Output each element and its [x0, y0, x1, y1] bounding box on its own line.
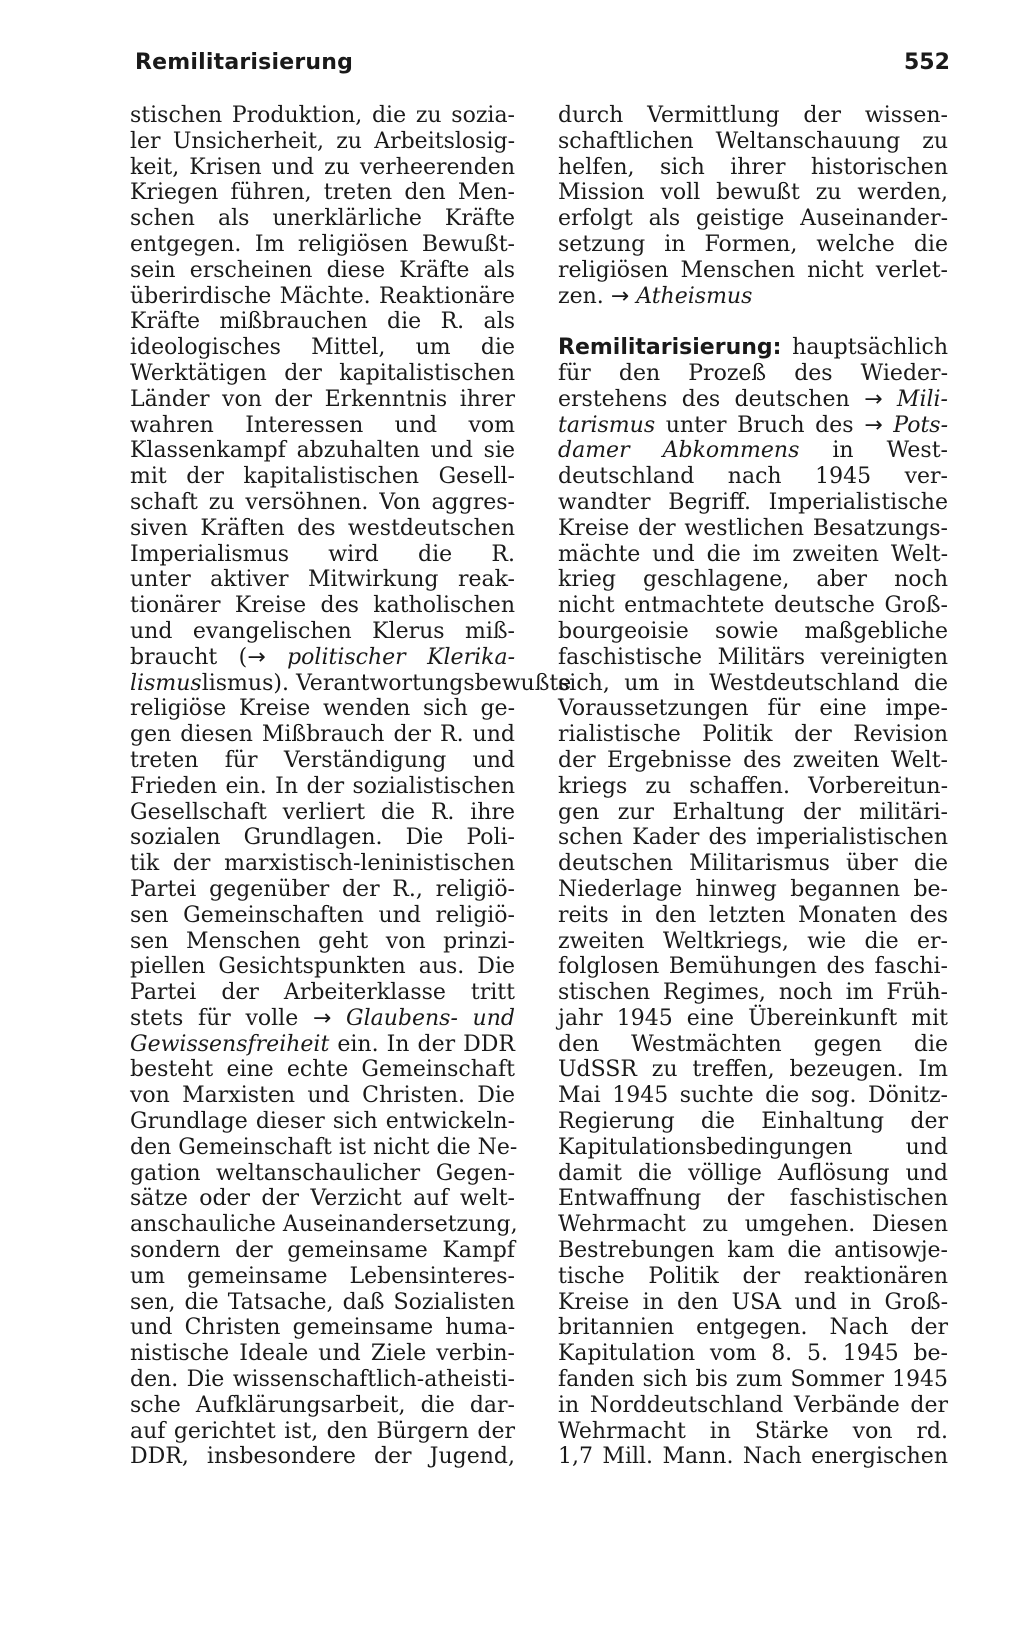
text-fragment: stets für volle: [130, 1005, 299, 1031]
text-line: anschauliche Auseinandersetzung,: [130, 1212, 518, 1238]
text-line: keit, Krisen und zu verheerenden: [130, 154, 515, 180]
text-line: den. Die wissenschaftlich-atheisti-: [130, 1367, 515, 1393]
text-line: Kreise der westlichen Besatzungs-: [558, 515, 948, 541]
text-line: Bestrebungen kam die antisowje-: [558, 1238, 948, 1264]
text-line: erfolgt als geistige Auseinander-: [558, 206, 948, 232]
text-line: und Christen gemeinsame huma-: [130, 1315, 515, 1341]
text-line: entgegen. Im religiösen Bewußt-: [130, 231, 515, 257]
text-line: setzung in Formen, welche die: [558, 231, 948, 257]
text-line-with-reference: [558, 438, 948, 464]
text-line: folglosen Bemühungen des faschi-: [558, 954, 948, 980]
entry-separator: [558, 309, 948, 335]
running-head: Remilitarisierung: [135, 50, 354, 75]
text-line: Partei der Arbeiterklasse tritt: [130, 980, 515, 1006]
text-line: Kapitulationsbedingungen und: [558, 1134, 948, 1160]
text-line: deutschland nach 1945 ver-: [558, 464, 948, 490]
text-line: sondern der gemeinsame Kampf: [130, 1238, 515, 1264]
text-line: Mission voll bewußt zu werden,: [558, 180, 948, 206]
text-line: Kreise in den USA und in Groß-: [558, 1289, 948, 1315]
text-line: fanden sich bis zum Sommer 1945: [558, 1367, 948, 1393]
text-line: nicht entmachtete deutsche Groß-: [558, 593, 948, 619]
cross-reference-link[interactable]: lismus: [130, 670, 202, 696]
text-fragment: hauptsächlich: [792, 335, 948, 361]
text-line: Voraussetzungen für eine impe-: [558, 696, 948, 722]
text-line: um gemeinsame Lebensinteres-: [130, 1263, 515, 1289]
cross-reference-arrow-icon: →: [864, 412, 883, 438]
text-line: Klassenkampf abzuhalten und sie: [130, 438, 515, 464]
cross-reference-link[interactable]: damer Abkommens: [558, 438, 800, 464]
text-line: den Gemeinschaft ist nicht die Ne-: [130, 1134, 518, 1160]
text-line: Regierung die Einhaltung der: [558, 1109, 948, 1135]
text-line: rialistische Politik der Revision: [558, 722, 948, 748]
text-line: schaft zu versöhnen. Von aggres-: [130, 489, 515, 515]
text-line: sen Menschen geht von prinzi-: [130, 928, 515, 954]
text-line: religiöse Kreise wenden sich ge-: [130, 696, 515, 722]
text-line: der Ergebnisse des zweiten Welt-: [558, 747, 948, 773]
text-line: tische Politik der reaktionären: [558, 1263, 948, 1289]
text-line: mit der kapitalistischen Gesell-: [130, 464, 515, 490]
text-line: stischen Produktion, die zu sozia-: [130, 103, 515, 128]
text-line: in Norddeutschland Verbände der: [558, 1392, 948, 1418]
text-line: wandter Begriff. Imperialistische: [558, 489, 948, 515]
text-line: faschistische Militärs vereinigten: [558, 644, 948, 670]
text-line: tionärer Kreise des katholischen: [130, 593, 515, 619]
text-fragment: erstehens des deutschen: [558, 386, 850, 412]
text-line: und evangelischen Klerus miß-: [130, 618, 515, 644]
text-line: zweiten Weltkriegs, wie die er-: [558, 928, 948, 954]
text-line: den Westmächten gegen die: [558, 1031, 948, 1057]
text-line: sich, um in Westdeutschland die: [558, 670, 948, 696]
text-line: Partei gegenüber der R., religiö-: [130, 876, 515, 902]
text-line: Entwaffnung der faschistischen: [558, 1186, 948, 1212]
text-line: bourgeoisie sowie maßgebliche: [558, 618, 948, 644]
text-line: Gesellschaft verliert die R. ihre: [130, 799, 515, 825]
text-line: deutschen Militarismus über die: [558, 851, 948, 877]
text-fragment: (: [217, 644, 248, 670]
text-line: UdSSR zu treffen, bezeugen. Im: [558, 1057, 948, 1083]
text-line: kriegs zu schaffen. Vorbereitun-: [558, 773, 948, 799]
text-line: tik der marxistisch-leninistischen: [130, 851, 515, 877]
cross-reference-link[interactable]: Atheismus: [636, 283, 753, 309]
text-line: krieg geschlagene, aber noch: [558, 567, 948, 593]
text-line: jahr 1945 eine Übereinkunft mit: [558, 1005, 948, 1031]
text-fragment: zen.: [558, 283, 604, 309]
text-line-with-reference: [558, 413, 948, 439]
text-line: DDR, insbesondere der Jugend,: [130, 1444, 515, 1470]
text-line: sen Gemeinschaften und religiö-: [130, 902, 515, 928]
text-fragment: in West-: [832, 438, 948, 464]
text-line: Kräfte mißbrauchen die R. als: [130, 309, 515, 335]
text-line: Imperialismus wird die R.: [130, 541, 515, 567]
text-line-with-reference: [130, 1006, 515, 1032]
text-line: religiösen Menschen nicht verlet-: [558, 257, 948, 283]
text-line: sche Aufklärungsarbeit, die dar-: [130, 1392, 515, 1418]
text-line: Niederlage hinweg begannen be-: [558, 876, 948, 902]
text-line: schaftlichen Weltanschauung zu: [558, 128, 948, 154]
cross-reference-arrow-icon: →: [864, 386, 883, 412]
text-line: sein erscheinen diese Kräfte als: [130, 257, 515, 283]
text-line: siven Kräften des westdeutschen: [130, 515, 515, 541]
text-fragment: unter Bruch des: [665, 412, 854, 438]
text-line: durch Vermittlung der wissen-: [558, 103, 948, 128]
text-line: überirdische Mächte. Reaktionäre: [130, 283, 515, 309]
text-line: von Marxisten und Christen. Die: [130, 1083, 515, 1109]
text-line: auf gerichtet ist, den Bürgern der: [130, 1418, 515, 1444]
text-line: 1,7 Mill. Mann. Nach energischen: [558, 1444, 948, 1470]
text-line: gen zur Erhaltung der militäri-: [558, 799, 948, 825]
text-line: ideologisches Mittel, um die: [130, 335, 515, 361]
cross-reference-link[interactable]: Mili-: [896, 386, 948, 412]
text-line: gation weltanschaulicher Gegen-: [130, 1160, 515, 1186]
cross-reference-link[interactable]: Pots-: [893, 412, 949, 438]
text-line: unter aktiver Mitwirkung reak-: [130, 567, 515, 593]
text-line: Grundlage dieser sich entwickeln-: [130, 1109, 515, 1135]
text-line: stischen Regimes, noch im Früh-: [558, 980, 948, 1006]
cross-reference-link[interactable]: Glaubens- und: [346, 1005, 515, 1031]
text-line-with-reference: [130, 1032, 515, 1058]
text-line-with-reference: [558, 387, 948, 413]
text-line: damit die völlige Auflösung und: [558, 1160, 948, 1186]
text-line: Werktätigen der kapitalistischen: [130, 360, 515, 386]
text-line-with-reference: [130, 670, 572, 697]
text-line: Frieden ein. In der sozialistischen: [130, 773, 515, 799]
right-column: [558, 103, 948, 1470]
text-line: wahren Interessen und vom: [130, 412, 515, 438]
text-line: für den Prozeß des Wieder-: [558, 360, 948, 386]
left-column: [130, 103, 572, 1470]
text-line: Länder von der Erkenntnis ihrer: [130, 386, 515, 412]
text-fragment: ein. In der DDR: [337, 1031, 515, 1057]
text-line: piellen Gesichtspunkten aus. Die: [130, 954, 515, 980]
text-line: Wehrmacht zu umgehen. Diesen: [558, 1212, 948, 1238]
text-line: Wehrmacht in Stärke von rd.: [558, 1418, 948, 1444]
text-line: mächte und die im zweiten Welt-: [558, 541, 948, 567]
text-line: schen als unerklärliche Kräfte: [130, 206, 515, 232]
text-line: treten für Verständigung und: [130, 747, 515, 773]
text-line: helfen, sich ihrer historischen: [558, 154, 948, 180]
text-line: sen, die Tatsache, daß Sozialisten: [130, 1289, 515, 1315]
cross-reference-link[interactable]: tarismus: [558, 412, 656, 438]
text-line: Kriegen führen, treten den Men-: [130, 180, 515, 206]
text-line: nistische Ideale und Ziele verbin-: [130, 1341, 515, 1367]
text-line-with-reference: [130, 645, 515, 671]
text-line: sozialen Grundlagen. Die Poli-: [130, 825, 515, 851]
text-fragment: braucht: [130, 644, 218, 670]
entry-head-line: [558, 335, 948, 361]
page-number: 552: [904, 50, 950, 75]
cross-reference-link[interactable]: politischer Klerika-: [287, 644, 516, 670]
cross-reference-arrow-icon: →: [247, 644, 266, 670]
cross-reference-arrow-icon: →: [312, 1005, 332, 1031]
text-line: britannien entgegen. Nach der: [558, 1315, 948, 1341]
text-line: sätze oder der Verzicht auf welt-: [130, 1186, 515, 1212]
text-fragment: lismus). Verantwortungsbewußte: [201, 670, 572, 696]
entry-headword: Remilitarisierung:: [558, 335, 782, 361]
text-line: gen diesen Mißbrauch der R. und: [130, 722, 515, 748]
text-line: schen Kader des imperialistischen: [558, 825, 948, 851]
cross-reference-link[interactable]: Gewissensfreiheit: [130, 1031, 330, 1057]
text-line: reits in den letzten Monaten des: [558, 902, 948, 928]
text-line-with-reference: [558, 284, 948, 310]
text-line: Mai 1945 suchte die sog. Dönitz-: [558, 1083, 948, 1109]
cross-reference-arrow-icon: →: [610, 283, 630, 309]
text-line: besteht eine echte Gemeinschaft: [130, 1057, 515, 1083]
text-line: ler Unsicherheit, zu Arbeitslosig-: [130, 128, 515, 154]
text-line: Kapitulation vom 8. 5. 1945 be-: [558, 1341, 948, 1367]
